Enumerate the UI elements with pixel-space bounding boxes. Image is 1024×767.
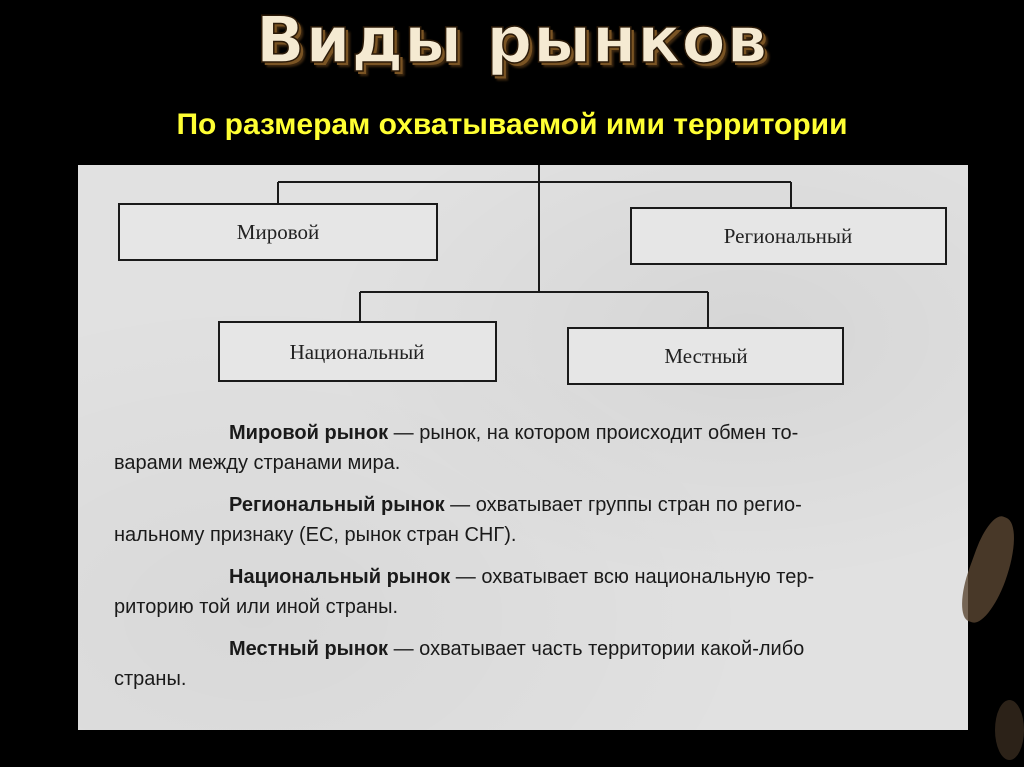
scanned-page [78,165,968,730]
definition-regional-text-2: нальному признаку (ЕС, рынок стран СНГ). [114,524,517,546]
box-label-national: Национальный [289,340,425,364]
definition-local [114,634,944,694]
definition-national-text-2: риторию той или иной страны. [114,596,399,618]
market-types-diagram [78,165,968,405]
box-label-world: Мировой [236,220,320,244]
slide-subtitle: По размерам охватываемой ими территории [176,108,848,141]
term-national: Национальный рынок [229,566,451,588]
definition-regional [114,490,944,550]
term-world: Мировой рынок [229,422,389,444]
definition-national [114,562,944,622]
definitions-list [114,418,944,706]
term-local: Местный рынок [229,638,389,660]
definition-regional-text-1: — охватывает группы стран по регио- [444,494,802,516]
box-label-local: Местный [664,344,748,368]
slide-title: Виды рынков [255,4,769,78]
decorative-blot-small [995,700,1024,760]
box-label-regional: Региональный [723,224,853,248]
definition-world-text-2: варами между странами мира. [114,452,401,474]
definition-local-text-1: — охватывает часть территории какой-либо [388,638,805,660]
definition-world [114,418,944,478]
definition-national-text-1: — охватывает всю национальную тер- [450,566,815,588]
definition-world-text-1: — рынок, на котором происходит обмен то- [388,422,799,444]
term-regional: Региональный рынок [229,494,445,516]
definition-local-text-2: страны. [114,668,187,690]
